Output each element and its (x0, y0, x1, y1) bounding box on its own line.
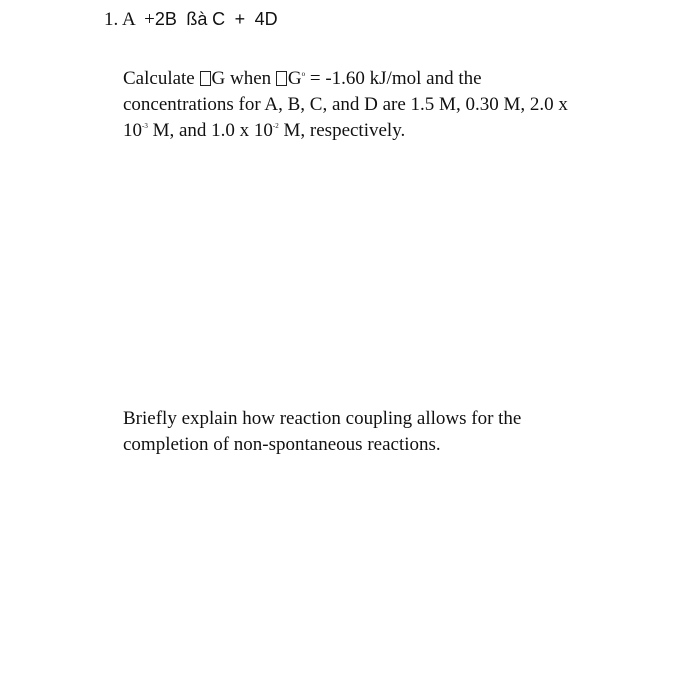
reactant-b: 2B (154, 9, 177, 29)
prompt-line: concentrations for A, B, C, and D are 1.5 M, 0.30 M, 2.0 x (123, 94, 568, 115)
prompt-line: $10^{-3}$ M, and 1.0 x $10^{-2}$ M, respectively. (123, 120, 406, 141)
prompt-line: completion of non-spontaneous reactions. (123, 434, 441, 455)
exponent: -3 (142, 122, 148, 130)
missing-glyph-icon (276, 71, 287, 86)
plus-sign: + (144, 9, 155, 30)
question-1-prompt (123, 66, 623, 144)
reactant-a: A (121, 9, 135, 30)
reaction-arrow: ßà (186, 9, 208, 29)
prompt-line: Briefly explain how reaction coupling allows for the (123, 408, 522, 429)
plus-sign: + (234, 9, 246, 29)
exponent: -2 (272, 122, 279, 130)
missing-glyph-icon (200, 71, 211, 86)
question-2-prompt (123, 406, 623, 458)
product-d: 4D (254, 9, 278, 29)
prompt-line: Calculate G when $G^o = -1.60$ kJ/mol and the (123, 68, 482, 89)
reaction-equation (104, 8, 278, 31)
question-number: 1. (104, 9, 119, 30)
product-c: C (212, 9, 226, 29)
degree-superscript: o (301, 70, 306, 78)
